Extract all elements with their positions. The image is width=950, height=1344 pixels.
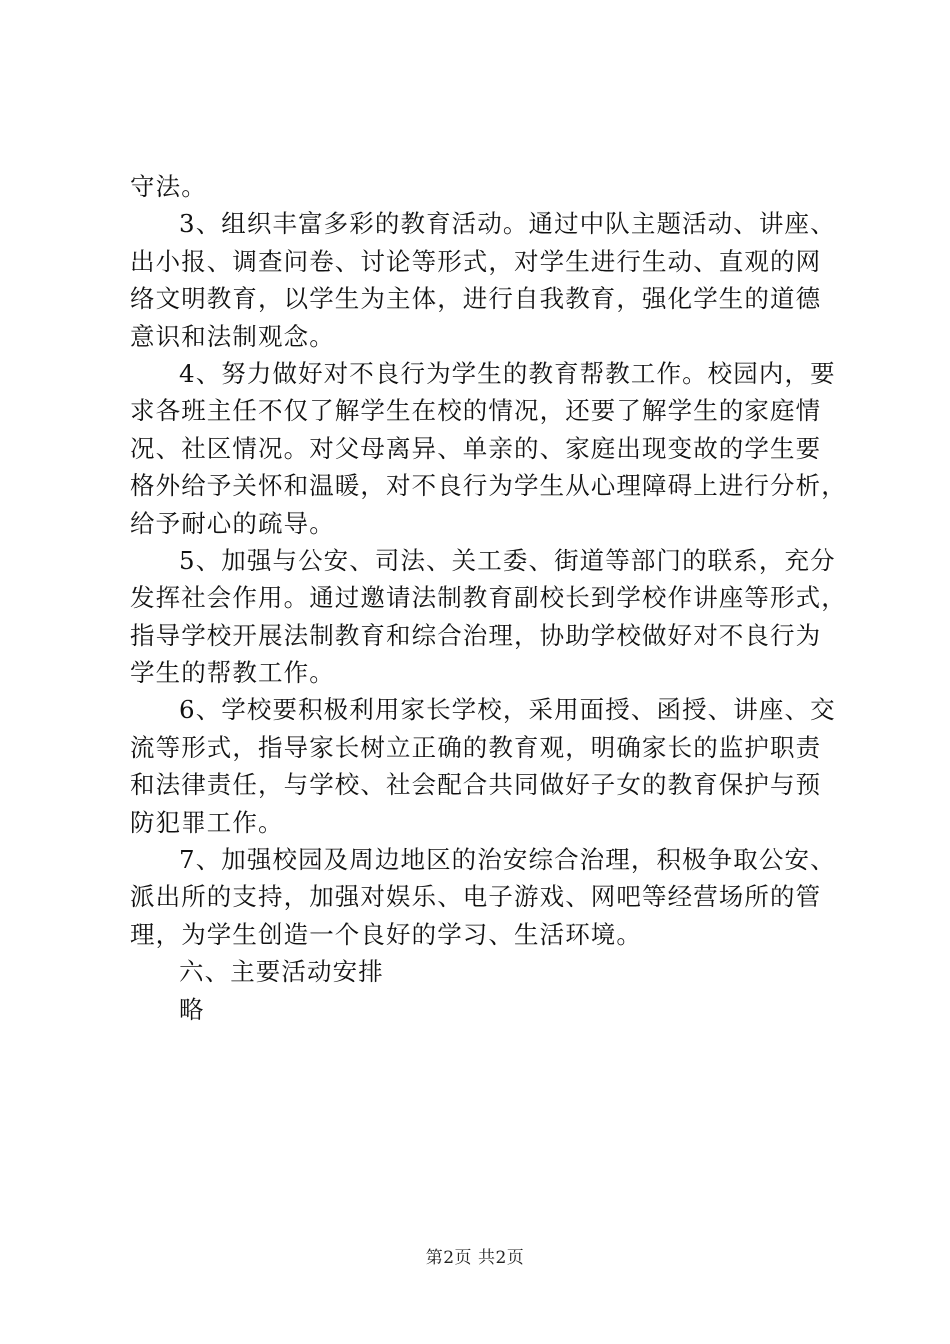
text-line: 络文明教育，以学生为主体，进行自我教育，强化学生的道德: [130, 284, 822, 314]
page-number: 第2页 共2页: [425, 1248, 525, 1268]
text-line: 理，为学生创造一个良好的学习、生活环境。: [130, 919, 642, 949]
text-line: 发挥社会作用。通过邀请法制教育副校长到学校作讲座等形式，: [130, 583, 847, 613]
text-line: 给予耐心的疏导。: [130, 508, 335, 538]
document-body: [130, 168, 847, 1028]
text-line: 格外给予关怀和温暖，对不良行为学生从心理障碍上进行分析，: [130, 471, 847, 501]
text-line: 况、社区情况。对父母离异、单亲的、家庭出现变故的学生要: [130, 433, 822, 463]
text-line: 守法。: [130, 172, 207, 201]
text-line: 4、努力做好对不良行为学生的教育帮教工作。校园内，要: [179, 358, 836, 388]
text-line: 略: [179, 994, 205, 1024]
text-line: 求各班主任不仅了解学生在校的情况，还要了解学生的家庭情: [130, 396, 822, 426]
section-heading: 六、主要活动安排: [179, 957, 384, 987]
text-line: 出小报、调查问卷、讨论等形式，对学生进行生动、直观的网: [130, 246, 822, 276]
text-line: 流等形式，指导家长树立正确的教育观，明确家长的监护职责: [130, 732, 822, 762]
text-line: 派出所的支持，加强对娱乐、电子游戏、网吧等经营场所的管: [130, 882, 822, 912]
text-line: 指导学校开展法制教育和综合治理，协助学校做好对不良行为: [130, 620, 822, 650]
text-line: 3、组织丰富多彩的教育活动。通过中队主题活动、讲座、: [179, 209, 836, 239]
text-line: 和法律责任，与学校、社会配合共同做好子女的教育保护与预: [130, 770, 822, 800]
text-line: 7、加强校园及周边地区的治安综合治理，积极争取公安、: [179, 845, 836, 875]
text-line: 学生的帮教工作。: [130, 658, 335, 688]
text-line: 防犯罪工作。: [130, 807, 284, 837]
text-line: 5、加强与公安、司法、关工委、街道等部门的联系，充分: [179, 545, 836, 575]
text-line: 意识和法制观念。: [130, 321, 335, 351]
text-line: 6、学校要积极利用家长学校，采用面授、函授、讲座、交: [179, 695, 836, 725]
